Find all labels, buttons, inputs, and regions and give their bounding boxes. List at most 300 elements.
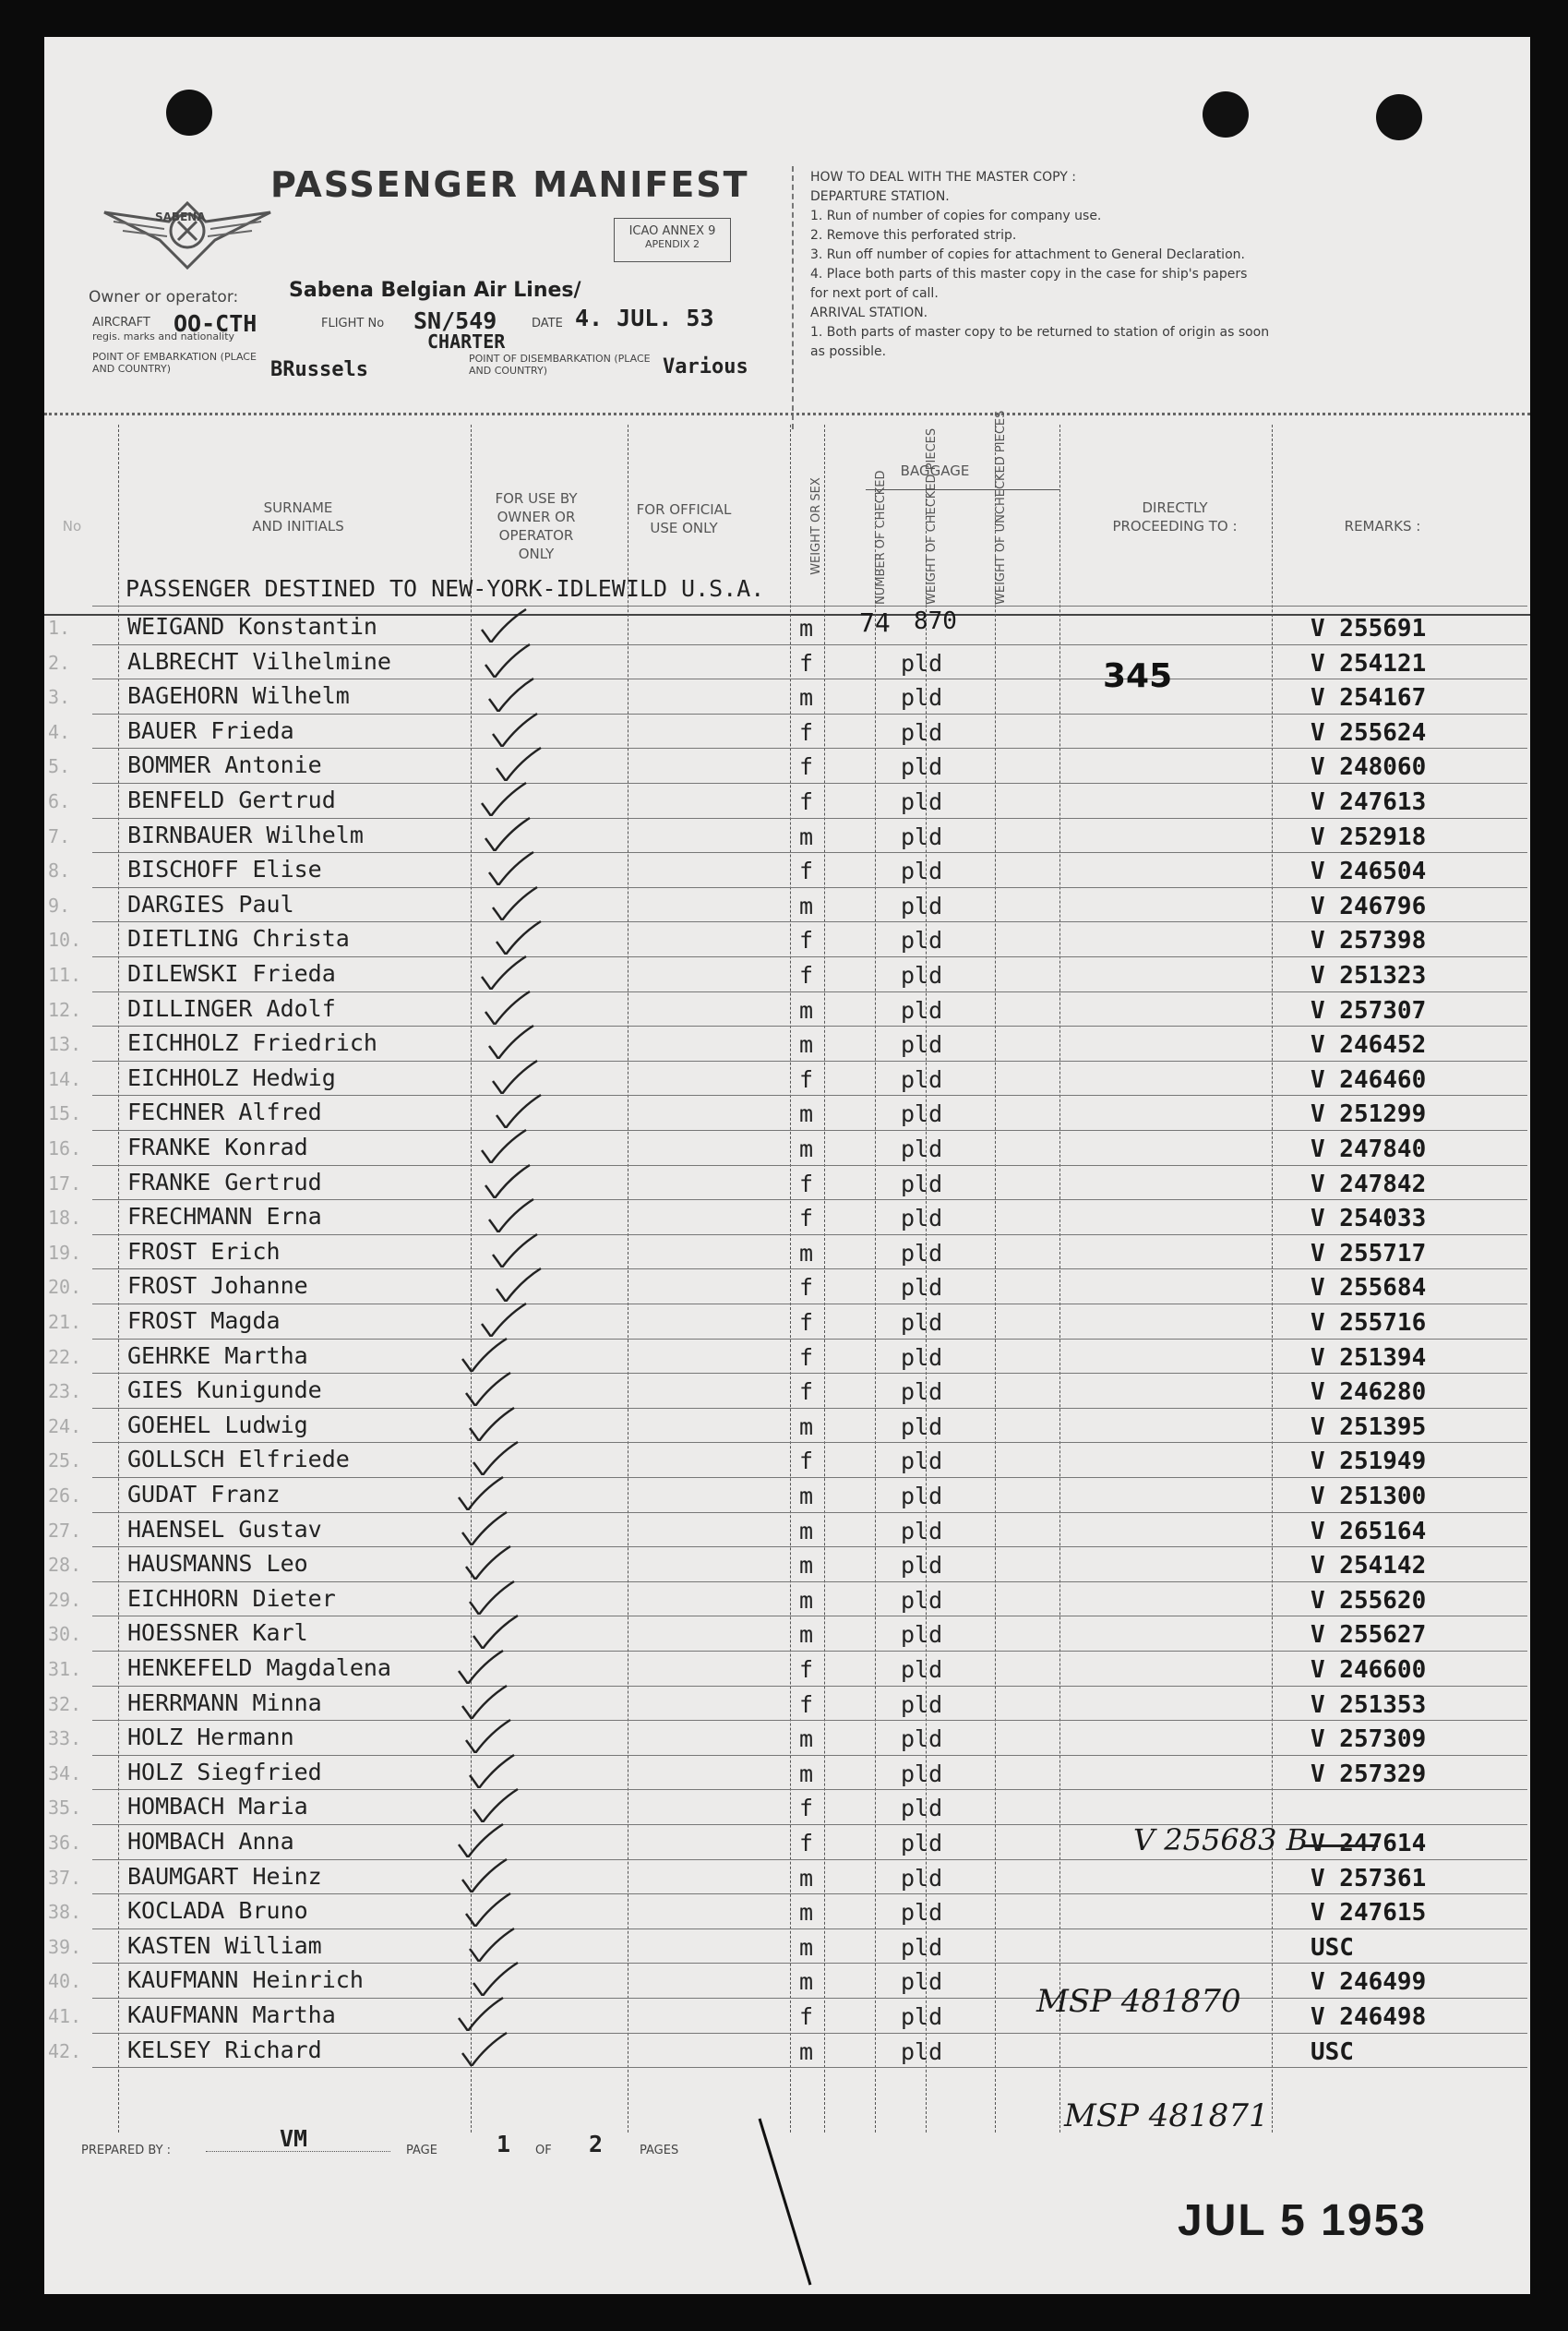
disembark-value: Various xyxy=(663,355,748,378)
aircraft-sub: regis. marks and nationality xyxy=(92,330,235,342)
passenger-remark: V 246796 xyxy=(1311,892,1427,920)
passenger-remark: V 251323 xyxy=(1311,962,1427,990)
passenger-baggage: pld xyxy=(901,1933,943,1961)
of-label: OF xyxy=(535,2144,552,2157)
passenger-baggage: pld xyxy=(901,1239,943,1267)
checkmark-icon xyxy=(459,1335,514,1372)
row-number: 17. xyxy=(48,1172,82,1195)
row-rule xyxy=(92,1998,1527,1999)
passenger-remark: V 246280 xyxy=(1311,1378,1427,1407)
passenger-sex: f xyxy=(799,858,814,885)
checkmark-icon xyxy=(478,953,533,990)
passenger-name: KAUFMANN Heinrich xyxy=(127,1966,364,1994)
passenger-baggage: pld xyxy=(901,1031,943,1059)
col-line-9 xyxy=(1059,425,1060,2133)
row-number: 7. xyxy=(48,824,71,847)
instructions-d4a: 4. Place both parts of this master copy in the case for ship's papers xyxy=(810,267,1248,282)
passenger-sex: m xyxy=(799,1517,814,1544)
disembark-label: POINT OF DISEMBARKATION (PLACE AND COUNTRY) xyxy=(469,353,651,377)
row-rule xyxy=(92,1373,1527,1374)
passenger-remark: V 251353 xyxy=(1311,1690,1427,1719)
row-number: 27. xyxy=(48,1519,82,1542)
passenger-remark: V 255620 xyxy=(1311,1586,1427,1615)
passenger-name: BOMMER Antonie xyxy=(127,751,322,779)
passenger-sex: m xyxy=(799,892,814,919)
icao-box xyxy=(614,218,731,262)
passenger-baggage: pld xyxy=(901,1830,943,1856)
checkmark-icon xyxy=(489,1231,545,1268)
row-number: 31. xyxy=(48,1658,82,1680)
passenger-name: HAUSMANNS Leo xyxy=(127,1550,308,1578)
passenger-sex: f xyxy=(799,1274,814,1302)
passenger-remark: V 246498 xyxy=(1311,2003,1427,2031)
passenger-remark: V 251949 xyxy=(1311,1448,1427,1476)
passenger-name: HOMBACH Maria xyxy=(127,1793,308,1820)
passenger-baggage: pld xyxy=(901,1100,943,1128)
passenger-baggage: pld xyxy=(901,1448,943,1475)
row-number: 15. xyxy=(48,1102,82,1125)
destination-rule xyxy=(92,606,1527,607)
col-line-10 xyxy=(1272,425,1273,2133)
row-rule xyxy=(92,1686,1527,1687)
row-number: 19. xyxy=(48,1241,82,1264)
row-rule xyxy=(92,1408,1527,1409)
passenger-sex: f xyxy=(799,1065,814,1093)
checkmark-icon xyxy=(485,675,541,712)
passenger-name: HAENSEL Gustav xyxy=(127,1515,322,1543)
passenger-sex: f xyxy=(799,1830,814,1856)
col-remarks-header: REMARKS : xyxy=(1344,518,1421,535)
row-rule xyxy=(92,1651,1527,1652)
prepared-label: PREPARED BY : xyxy=(81,2144,172,2157)
col-owner-header: FOR USE BY OWNER OR OPERATOR ONLY xyxy=(495,490,578,562)
passenger-name: BISCHOFF Elise xyxy=(127,856,322,883)
prepared-value: VM xyxy=(280,2125,308,2152)
page-label: PAGE xyxy=(406,2144,437,2157)
flight-value: SN/549 xyxy=(413,307,497,334)
passenger-sex: m xyxy=(799,1239,814,1267)
row-rule xyxy=(92,1165,1527,1166)
row-number: 34. xyxy=(48,1761,82,1784)
checkmark-icon xyxy=(493,1091,548,1128)
row-number: 4. xyxy=(48,720,71,743)
passenger-baggage: pld xyxy=(901,1483,943,1509)
page-title: PASSENGER MANIFEST xyxy=(270,164,749,205)
passenger-baggage: pld xyxy=(901,1899,943,1927)
passenger-sex: m xyxy=(799,1621,814,1649)
passenger-sex: f xyxy=(799,2003,814,2030)
instructions-a1a: 1. Both parts of master copy to be returned to station of origin as soon xyxy=(810,325,1270,340)
passenger-baggage: pld xyxy=(901,649,943,677)
passenger-sex: m xyxy=(799,1135,814,1162)
checkmark-icon xyxy=(459,1856,514,1892)
passenger-name: BIRNBAUER Wilhelm xyxy=(127,821,364,848)
passenger-name: HOESSNER Karl xyxy=(127,1619,308,1647)
passenger-name: GOLLSCH Elfriede xyxy=(127,1446,350,1473)
handwritten-row39: MSP 481870 xyxy=(1036,1983,1241,2020)
row-number: 41. xyxy=(48,2005,82,2027)
row-number: 6. xyxy=(48,790,71,812)
passenger-name: GIES Kunigunde xyxy=(127,1376,322,1404)
instructions-d4b: for next port of call. xyxy=(810,286,939,301)
passenger-name: DIETLING Christa xyxy=(127,925,350,953)
instructions-d2: 2. Remove this perforated strip. xyxy=(810,228,1017,243)
passenger-name: KELSEY Richard xyxy=(127,2036,322,2063)
checkmark-icon xyxy=(455,1994,510,2031)
checkmark-icon xyxy=(482,641,537,678)
checkmark-icon xyxy=(466,1404,521,1441)
passenger-baggage: pld xyxy=(901,684,943,712)
instructions-d1: 1. Run of number of copies for company use. xyxy=(810,209,1102,223)
passenger-sex: m xyxy=(799,615,814,642)
passenger-baggage: pld xyxy=(901,1552,943,1580)
row-rule xyxy=(92,1268,1527,1269)
page-value: 1 xyxy=(497,2131,511,2157)
row-rule xyxy=(92,1061,1527,1062)
row-rule xyxy=(92,852,1527,853)
passenger-name: GEHRKE Martha xyxy=(127,1341,308,1369)
passenger-remark: V 246460 xyxy=(1311,1065,1427,1094)
passenger-remark: V 246452 xyxy=(1311,1031,1427,1060)
passenger-name: KAUFMANN Martha xyxy=(127,2001,336,2028)
passenger-name: DILLINGER Adolf xyxy=(127,994,336,1022)
passenger-sex: m xyxy=(799,996,814,1024)
checkmark-icon xyxy=(462,1369,518,1406)
icao-line2: APENDIX 2 xyxy=(644,238,700,250)
passenger-remark: V 252918 xyxy=(1311,823,1427,851)
instructions-arrival: ARRIVAL STATION. xyxy=(810,306,928,320)
passenger-baggage: pld xyxy=(901,1274,943,1302)
passenger-baggage: pld xyxy=(901,1309,943,1336)
row-number: 2. xyxy=(48,651,71,674)
col-surname-header: SURNAME AND INITIALS xyxy=(252,499,344,535)
passenger-remark: V 254142 xyxy=(1311,1552,1427,1580)
embark-label: POINT OF EMBARKATION (PLACE AND COUNTRY) xyxy=(92,351,257,375)
destination-line: PASSENGER DESTINED TO NEW-YORK-IDLEWILD U.S.A. xyxy=(126,575,765,602)
checkmark-icon xyxy=(466,1578,521,1615)
passenger-sex: m xyxy=(799,1933,814,1961)
flight-label: FLIGHT No xyxy=(321,317,385,330)
col-line-5 xyxy=(824,425,825,2133)
passenger-baggage: pld xyxy=(901,1760,943,1787)
passenger-remark: V 246600 xyxy=(1311,1656,1427,1684)
checkmark-icon xyxy=(478,1300,533,1337)
checkmark-icon xyxy=(478,779,533,816)
passenger-name: BAGEHORN Wilhelm xyxy=(127,682,350,710)
passenger-name: FROST Johanne xyxy=(127,1272,308,1300)
row-number: 35. xyxy=(48,1796,82,1820)
checkmark-icon xyxy=(482,814,537,851)
passenger-baggage: pld xyxy=(901,892,943,919)
passenger-remark: V 246504 xyxy=(1311,858,1427,886)
checkmark-icon xyxy=(462,1890,518,1927)
passenger-remark: V 254167 xyxy=(1311,684,1427,713)
passenger-sex: f xyxy=(799,1656,814,1683)
passenger-name: FROST Magda xyxy=(127,1307,281,1334)
passenger-name: EICHHOLZ Friedrich xyxy=(127,1029,377,1057)
passenger-remark: V 257398 xyxy=(1311,927,1427,955)
checkmark-icon xyxy=(470,1612,525,1649)
row-rule xyxy=(92,1824,1527,1825)
checkmark-icon xyxy=(462,1543,518,1580)
passenger-remark: V 257307 xyxy=(1311,996,1427,1025)
flight-sub: CHARTER xyxy=(427,330,506,353)
col-line-6 xyxy=(875,489,876,2133)
checkmark-icon xyxy=(493,1265,548,1302)
passenger-baggage: pld xyxy=(901,996,943,1024)
perforation-line xyxy=(44,413,1530,415)
passenger-remark: V 247613 xyxy=(1311,788,1427,816)
passenger-remark: V 257309 xyxy=(1311,1725,1427,1754)
row-number: 23. xyxy=(48,1380,82,1403)
row-rule xyxy=(92,783,1527,784)
embark-value: BRussels xyxy=(270,358,368,381)
col-line-1 xyxy=(118,425,119,2133)
row-number: 18. xyxy=(48,1207,82,1230)
passenger-baggage: pld xyxy=(901,1621,943,1649)
row-number: 5. xyxy=(48,755,71,778)
passenger-baggage: pld xyxy=(901,753,943,781)
sabena-logo xyxy=(95,166,280,277)
owner-label: Owner or operator: xyxy=(89,288,239,306)
passenger-remark: V 255627 xyxy=(1311,1621,1427,1650)
col-weight-unchecked-header: WEIGHT OF UNCHECKED PIECES xyxy=(994,410,1008,605)
passenger-baggage: pld xyxy=(901,823,943,850)
row-rule xyxy=(92,1234,1527,1235)
checkmark-icon xyxy=(470,1438,525,1475)
passenger-remark: V 247842 xyxy=(1311,1170,1427,1198)
passenger-sex: f xyxy=(799,753,814,781)
passenger-remark: V 257329 xyxy=(1311,1760,1427,1788)
passenger-baggage: pld xyxy=(901,1170,943,1197)
passenger-name: DARGIES Paul xyxy=(127,890,294,918)
passenger-sex: f xyxy=(799,1170,814,1197)
passenger-sex: m xyxy=(799,1100,814,1128)
row-number: 14. xyxy=(48,1067,82,1090)
passenger-baggage: pld xyxy=(901,1864,943,1892)
passenger-remark: USC xyxy=(1311,2037,1354,2066)
instructions-block xyxy=(810,168,1502,362)
passenger-remark: V 247615 xyxy=(1311,1899,1427,1928)
passenger-baggage: pld xyxy=(901,718,943,746)
row-rule xyxy=(92,1442,1527,1443)
passenger-sex: m xyxy=(799,1483,814,1509)
instructions-heading: HOW TO DEAL WITH THE MASTER COPY : xyxy=(810,170,1076,185)
row-number: 29. xyxy=(48,1588,82,1611)
row-rule xyxy=(92,644,1527,645)
row-number: 32. xyxy=(48,1692,82,1715)
checkmark-icon xyxy=(489,710,545,747)
passenger-sex: f xyxy=(799,1795,814,1822)
passenger-sex: f xyxy=(799,1343,814,1371)
row-rule xyxy=(92,2033,1527,2034)
passenger-name: BENFELD Gertrud xyxy=(127,787,336,813)
handwritten-row42: MSP 481871 xyxy=(1064,2097,1269,2134)
passenger-name: HOLZ Hermann xyxy=(127,1724,294,1751)
row-number: 33. xyxy=(48,1727,82,1750)
row-number: 28. xyxy=(48,1554,82,1577)
checkmark-icon xyxy=(485,848,541,885)
punch-hole-right-2 xyxy=(1376,94,1422,140)
passenger-remark: USC xyxy=(1311,1933,1354,1962)
row-rule xyxy=(92,956,1527,957)
aircraft-value: OO-CTH xyxy=(174,310,257,337)
row-number: 3. xyxy=(48,686,71,709)
date-value: 4. JUL. 53 xyxy=(575,305,714,331)
passenger-sex: m xyxy=(799,1725,814,1753)
passenger-remark: V 257361 xyxy=(1311,1864,1427,1892)
passenger-name: GUDAT Franz xyxy=(127,1481,281,1508)
date-label: DATE xyxy=(532,317,563,330)
passenger-name: FROST Erich xyxy=(127,1237,281,1265)
row-number: 1. xyxy=(48,617,71,639)
row-rule xyxy=(92,1477,1527,1478)
passenger-name: HERRMANN Minna xyxy=(127,1688,322,1716)
passenger-remark: V 251394 xyxy=(1311,1343,1427,1372)
passenger-baggage: pld xyxy=(901,1378,943,1406)
checkmark-icon xyxy=(466,1751,521,1788)
checkmark-icon xyxy=(482,988,537,1025)
passenger-sex: m xyxy=(799,1586,814,1614)
strikethrough-row35 xyxy=(1304,1844,1378,1847)
passenger-baggage: pld xyxy=(901,962,943,989)
passenger-remark: V 247614 xyxy=(1311,1830,1427,1857)
checkmark-icon xyxy=(459,1508,514,1545)
row-rule xyxy=(92,714,1527,715)
checkmark-icon xyxy=(466,1925,521,1962)
row-number: 36. xyxy=(48,1832,82,1854)
passenger-name: ALBRECHT Vilhelmine xyxy=(127,647,391,675)
passenger-sex: m xyxy=(799,1864,814,1892)
row-rule xyxy=(92,1546,1527,1547)
passenger-sex: f xyxy=(799,649,814,677)
checkmark-icon xyxy=(493,918,548,955)
row-number: 10. xyxy=(48,929,82,952)
passenger-name: FRANKE Konrad xyxy=(127,1134,308,1160)
baggage-count-row1: 74 xyxy=(859,607,891,638)
checkmark-icon xyxy=(459,1682,514,1719)
row-number: 30. xyxy=(48,1623,82,1646)
passenger-baggage: pld xyxy=(901,1968,943,1996)
passenger-sex: f xyxy=(799,1309,814,1336)
aircraft-label: AIRCRAFT xyxy=(92,316,150,330)
passenger-remark: V 251395 xyxy=(1311,1412,1427,1441)
passenger-name: KOCLADA Bruno xyxy=(127,1897,308,1925)
checkmark-icon xyxy=(459,2029,514,2066)
checkmark-icon xyxy=(485,1196,541,1232)
row-number: 37. xyxy=(48,1866,82,1889)
row-rule xyxy=(92,991,1527,992)
passenger-sex: m xyxy=(799,1760,814,1787)
passenger-name: FRANKE Gertrud xyxy=(127,1168,322,1196)
row-number: 16. xyxy=(48,1137,82,1159)
checkmark-icon xyxy=(478,1126,533,1163)
row-number: 24. xyxy=(48,1414,82,1437)
passenger-name: WEIGAND Konstantin xyxy=(127,613,377,640)
row-number: 25. xyxy=(48,1449,82,1472)
checkmark-icon xyxy=(455,1473,510,1510)
header-divider xyxy=(792,166,794,429)
row-rule xyxy=(92,1928,1527,1929)
row-rule xyxy=(92,1581,1527,1582)
row-rule xyxy=(92,1095,1527,1096)
manifest-sheet xyxy=(44,37,1530,2294)
row-rule xyxy=(92,818,1527,819)
passenger-remark: V 255624 xyxy=(1311,718,1427,747)
checkmark-icon xyxy=(489,1057,545,1094)
passenger-baggage: pld xyxy=(901,1065,943,1093)
passenger-remark: V 251299 xyxy=(1311,1100,1427,1129)
passenger-sex: f xyxy=(799,788,814,815)
passenger-baggage: pld xyxy=(901,1517,943,1544)
passenger-name: FRECHMANN Erna xyxy=(127,1203,322,1231)
checkmark-icon xyxy=(489,883,545,920)
proceeding-number: 345 xyxy=(1103,657,1173,695)
col-no-header: No xyxy=(62,518,82,535)
passenger-name: KASTEN William xyxy=(127,1931,322,1959)
passenger-sex: f xyxy=(799,718,814,746)
row-number: 12. xyxy=(48,998,82,1021)
passenger-name: EICHHORN Dieter xyxy=(127,1584,336,1612)
col-number-checked-header: NUMBER OF CHECKED xyxy=(874,470,888,605)
passenger-remark: V 255717 xyxy=(1311,1239,1427,1268)
row-rule xyxy=(92,2067,1527,2068)
passenger-remark: V 254121 xyxy=(1311,649,1427,678)
passenger-baggage: pld xyxy=(901,1656,943,1683)
pages-label: PAGES xyxy=(640,2144,679,2157)
checkmark-icon xyxy=(455,1647,510,1684)
passenger-sex: f xyxy=(799,1690,814,1718)
passenger-name: DILEWSKI Frieda xyxy=(127,960,336,987)
instructions-departure: DEPARTURE STATION. xyxy=(810,189,950,204)
row-number: 8. xyxy=(48,859,71,883)
checkmark-icon xyxy=(462,1716,518,1753)
checkmark-icon xyxy=(470,1785,525,1822)
logo-text: SABENA xyxy=(155,210,206,223)
passenger-remark: V 246499 xyxy=(1311,1968,1427,1997)
row-rule xyxy=(92,1512,1527,1513)
passenger-name: EICHHOLZ Hedwig xyxy=(127,1063,336,1091)
passenger-remark: V 255691 xyxy=(1311,615,1427,643)
col-line-4 xyxy=(790,425,791,2133)
icao-line1: ICAO ANNEX 9 xyxy=(628,224,716,238)
of-value: 2 xyxy=(589,2131,604,2157)
passenger-baggage: pld xyxy=(901,927,943,955)
row-rule xyxy=(92,1026,1527,1027)
passenger-baggage: pld xyxy=(901,1135,943,1162)
passenger-name: GOEHEL Ludwig xyxy=(127,1411,308,1438)
row-number: 39. xyxy=(48,1935,82,1958)
passenger-name: HOMBACH Anna xyxy=(127,1828,294,1855)
row-rule xyxy=(92,1755,1527,1756)
passenger-baggage: pld xyxy=(901,2003,943,2030)
row-rule xyxy=(92,1199,1527,1200)
passenger-baggage: pld xyxy=(901,2037,943,2065)
passenger-sex: f xyxy=(799,1448,814,1475)
passenger-remark: V 255716 xyxy=(1311,1309,1427,1337)
passenger-remark: V 251300 xyxy=(1311,1483,1427,1510)
checkmark-icon xyxy=(493,744,548,781)
col-baggage-header: BAGGAGE xyxy=(900,463,970,479)
row-number: 21. xyxy=(48,1311,82,1333)
row-number: 38. xyxy=(48,1901,82,1924)
checkmark-icon xyxy=(455,1820,510,1857)
row-rule xyxy=(92,1130,1527,1131)
passenger-sex: m xyxy=(799,1031,814,1059)
passenger-baggage: pld xyxy=(901,858,943,885)
col-proceeding-header: DIRECTLY PROCEEDING TO : xyxy=(1112,499,1238,535)
row-number: 40. xyxy=(48,1970,82,1993)
